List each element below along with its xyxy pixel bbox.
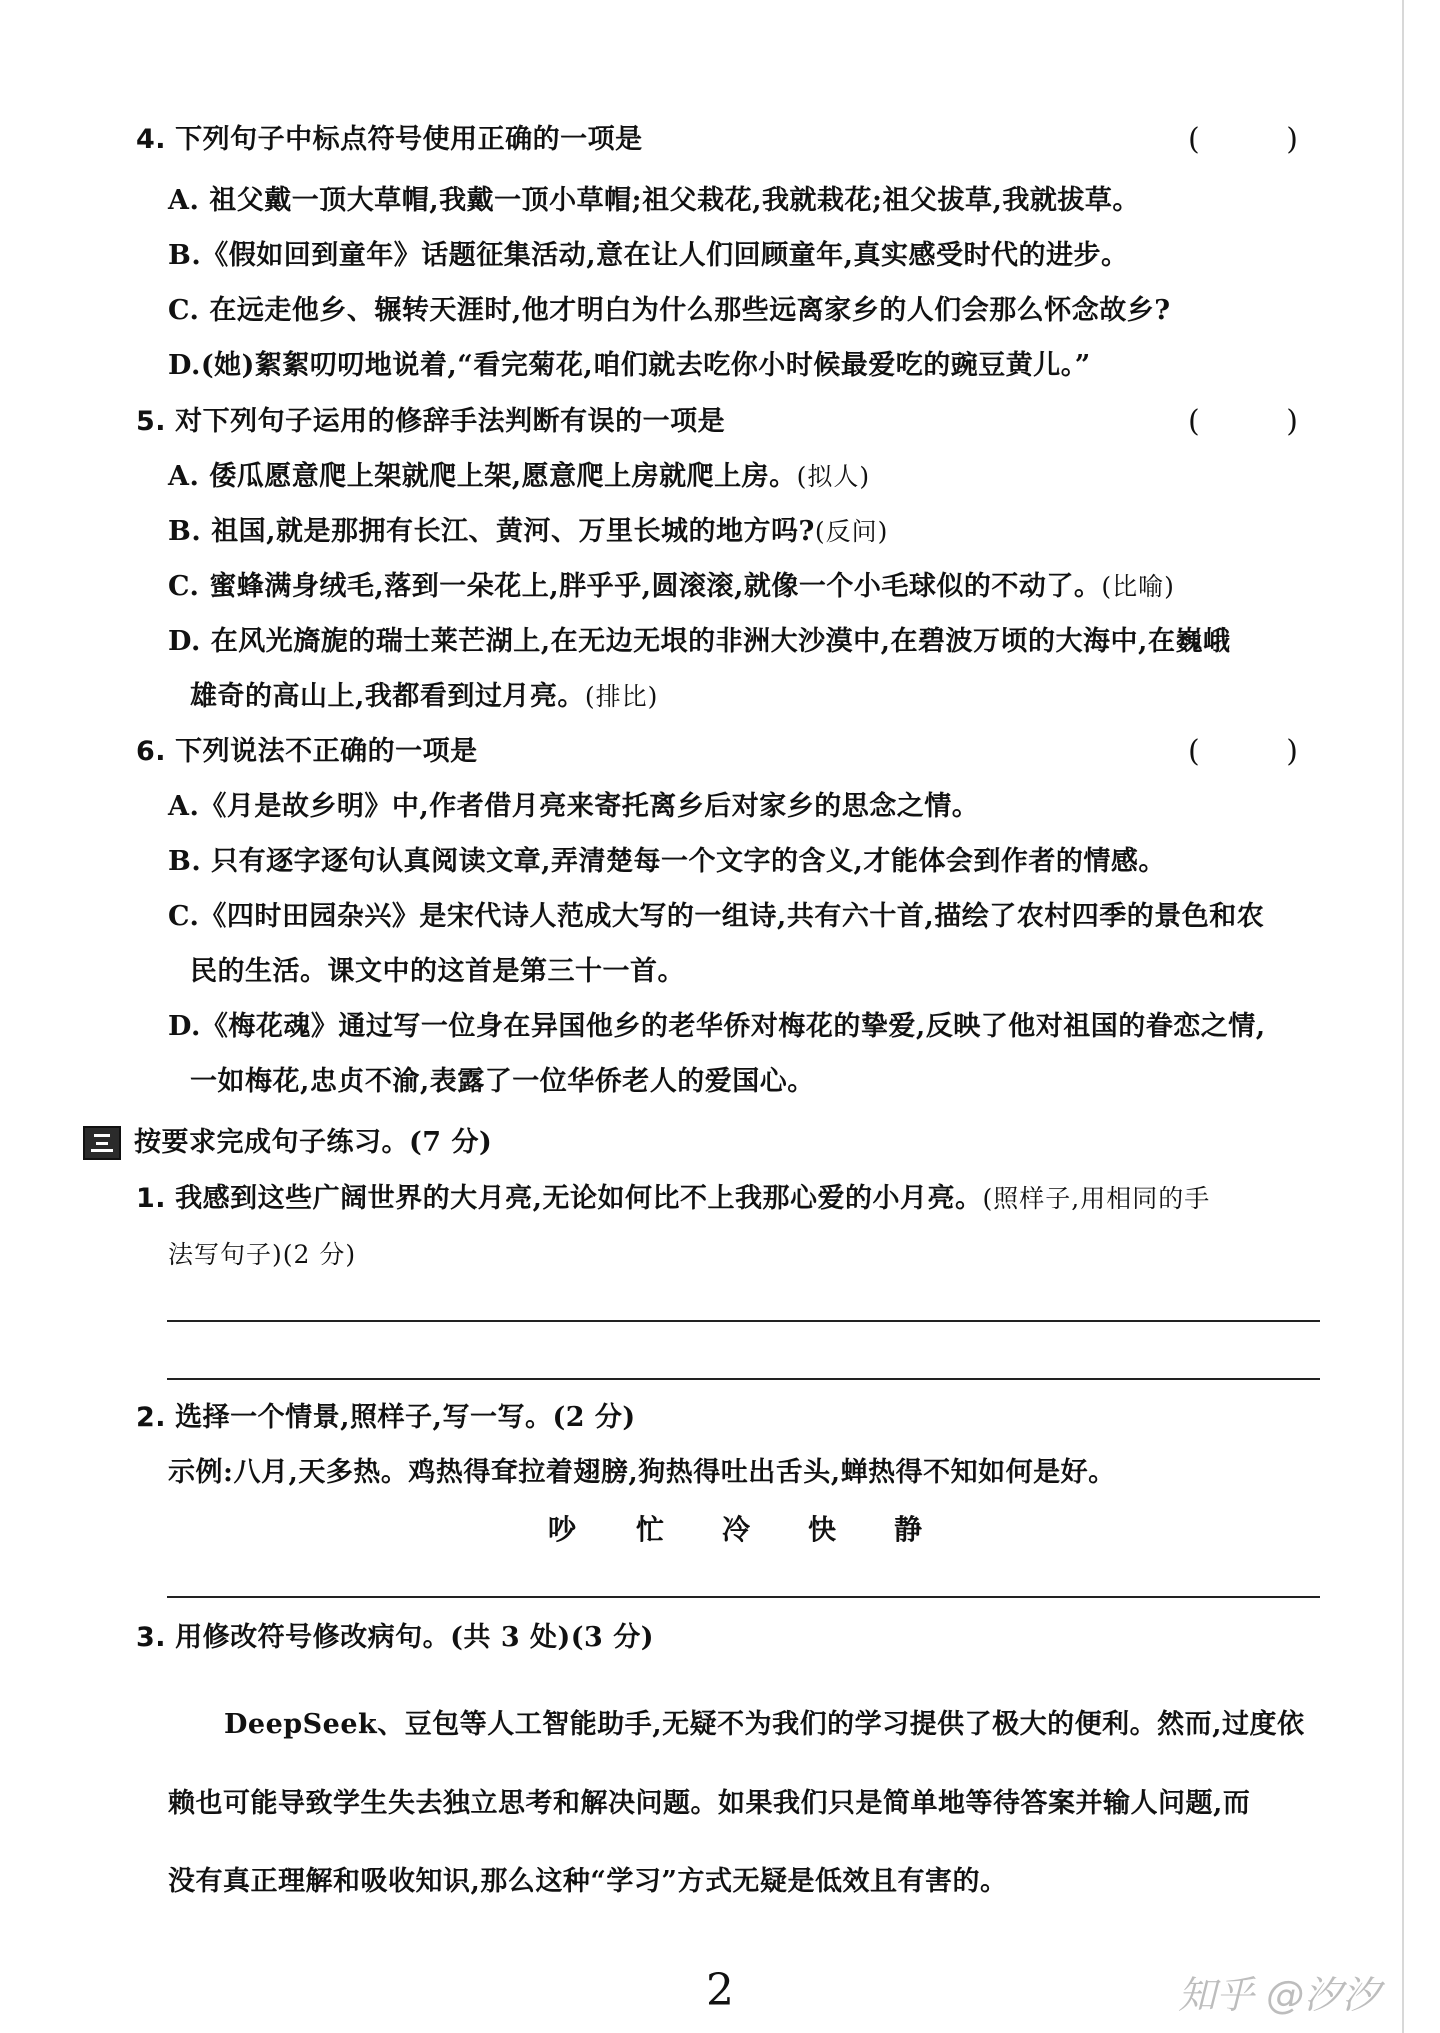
s2-word-4: 快 xyxy=(808,1513,837,1546)
q5-number: 5. xyxy=(136,406,167,437)
option-text: B. 祖国,就是那拥有长江、黄河、万里长城的地方吗? xyxy=(168,516,815,547)
s2-text: 选择一个情景,照样子,写一写。(2 分) xyxy=(175,1402,636,1433)
q5-option-d-line2 xyxy=(190,679,658,715)
option-note: (比喻) xyxy=(1101,572,1175,601)
s1-note: (照样子,用相同的手 xyxy=(982,1184,1211,1213)
paren-open: ( xyxy=(1188,734,1200,769)
s2-number: 2. xyxy=(136,1402,167,1433)
q5-stem xyxy=(136,404,725,440)
q4-number: 4. xyxy=(136,124,167,155)
option-text: 雄奇的高山上,我都看到过月亮。 xyxy=(190,681,585,712)
section-three-title: 按要求完成句子练习。(7 分) xyxy=(134,1127,493,1158)
paren-close: ) xyxy=(1286,122,1298,157)
q6-option-c-line2: 民的生活。课文中的这首是第三十一首。 xyxy=(190,956,685,987)
s3-stem xyxy=(136,1620,654,1656)
s1-number: 1. xyxy=(136,1183,167,1214)
q4-text: 下列句子中标点符号使用正确的一项是 xyxy=(175,124,643,155)
q4-answer-paren[interactable] xyxy=(1188,122,1298,158)
q6-answer-paren[interactable] xyxy=(1188,734,1298,770)
q5-option-a xyxy=(168,459,870,495)
paren-open: ( xyxy=(1188,122,1200,157)
q5-option-d-line1: D. 在风光旖旎的瑞士莱芒湖上,在无边无垠的非洲大沙漠中,在碧波万顷的大海中,在巍峨 xyxy=(168,626,1231,657)
q5-answer-paren[interactable] xyxy=(1188,404,1298,440)
option-text: C. 蜜蜂满身绒毛,落到一朵花上,胖乎乎,圆滚滚,就像一个小毛球似的不动了。 xyxy=(168,571,1102,602)
s2-stem xyxy=(136,1400,636,1436)
option-note: (拟人) xyxy=(796,462,871,491)
q6-option-a: A.《月是故乡明》中,作者借月亮来寄托离乡后对家乡的思念之情。 xyxy=(168,791,980,822)
q6-number: 6. xyxy=(136,736,167,767)
option-note: (排比) xyxy=(584,682,659,711)
s1-line2 xyxy=(168,1237,356,1273)
paren-close: ) xyxy=(1286,734,1298,769)
s3-paragraph-line-1: DeepSeek、豆包等人工智能助手,无疑不为我们的学习提供了极大的便利。然而,过度依 xyxy=(224,1709,1305,1740)
q6-option-c-line1: C.《四时田园杂兴》是宋代诗人范成大写的一组诗,共有六十首,描绘了农村四季的景色和农 xyxy=(168,901,1265,932)
q5-option-c xyxy=(168,569,1175,605)
s3-paragraph-line-2: 赖也可能导致学生失去独立思考和解决问题。如果我们只是简单地等待答案并输人问题,而 xyxy=(168,1788,1251,1819)
s2-word-3: 冷 xyxy=(722,1513,751,1546)
s1-answer-line-2[interactable] xyxy=(167,1378,1320,1380)
s1-text: 我感到这些广阔世界的大月亮,无论如何比不上我那心爱的小月亮。 xyxy=(175,1183,983,1214)
s2-word-1: 吵 xyxy=(548,1513,577,1546)
option-note: (反问) xyxy=(814,517,889,546)
s1-answer-line-1[interactable] xyxy=(167,1320,1320,1322)
paren-open: ( xyxy=(1188,404,1200,439)
s1-note-cont: 法写句子) xyxy=(168,1240,283,1269)
q4-stem xyxy=(136,122,643,158)
binding-margin-line xyxy=(1402,0,1404,2033)
q4-option-d: D.(她)絮絮叨叨地说着,“看完菊花,咱们就去吃你小时候最爱吃的豌豆黄儿。” xyxy=(168,350,1091,381)
s2-answer-line[interactable] xyxy=(167,1596,1320,1598)
watermark: 知乎 @汐汐 xyxy=(1178,1973,1381,2017)
s3-text: 用修改符号修改病句。(共 3 处)(3 分) xyxy=(175,1622,655,1653)
s3-paragraph-line-3: 没有真正理解和吸收知识,那么这种“学习”方式无疑是低效且有害的。 xyxy=(168,1866,1008,1897)
q4-option-c: C. 在远走他乡、辗转天涯时,他才明白为什么那些远离家乡的人们会那么怀念故乡? xyxy=(168,295,1171,326)
q6-text: 下列说法不正确的一项是 xyxy=(175,736,478,767)
q6-option-b: B. 只有逐字逐句认真阅读文章,弄清楚每一个文字的含义,才能体会到作者的情感。 xyxy=(168,846,1166,877)
s3-number: 3. xyxy=(136,1622,167,1653)
q5-text: 对下列句子运用的修辞手法判断有误的一项是 xyxy=(175,406,726,437)
page-number: 2 xyxy=(706,1965,734,2016)
s1-line1 xyxy=(136,1181,1210,1217)
q4-option-b: B.《假如回到童年》话题征集活动,意在让人们回顾童年,真实感受时代的进步。 xyxy=(168,240,1129,271)
s1-score: (2 分) xyxy=(282,1240,357,1269)
s2-example: 示例:八月,天多热。鸡热得耷拉着翅膀,狗热得吐出舌头,蝉热得不知如何是好。 xyxy=(168,1457,1116,1488)
q5-option-b xyxy=(168,514,888,550)
q6-stem xyxy=(136,734,478,770)
paren-close: ) xyxy=(1286,404,1298,439)
s2-word-2: 忙 xyxy=(636,1513,665,1546)
section-three-icon xyxy=(83,1126,121,1160)
s2-word-5: 静 xyxy=(894,1513,923,1546)
q4-option-a: A. 祖父戴一顶大草帽,我戴一顶小草帽;祖父栽花,我就栽花;祖父拔草,我就拔草。 xyxy=(168,185,1140,216)
q6-option-d-line1: D.《梅花魂》通过写一位身在异国他乡的老华侨对梅花的挚爱,反映了他对祖国的眷恋之情, xyxy=(168,1011,1266,1042)
q6-option-d-line2: 一如梅花,忠贞不渝,表露了一位华侨老人的爱国心。 xyxy=(190,1066,815,1097)
option-text: A. 倭瓜愿意爬上架就爬上架,愿意爬上房就爬上房。 xyxy=(168,461,797,492)
